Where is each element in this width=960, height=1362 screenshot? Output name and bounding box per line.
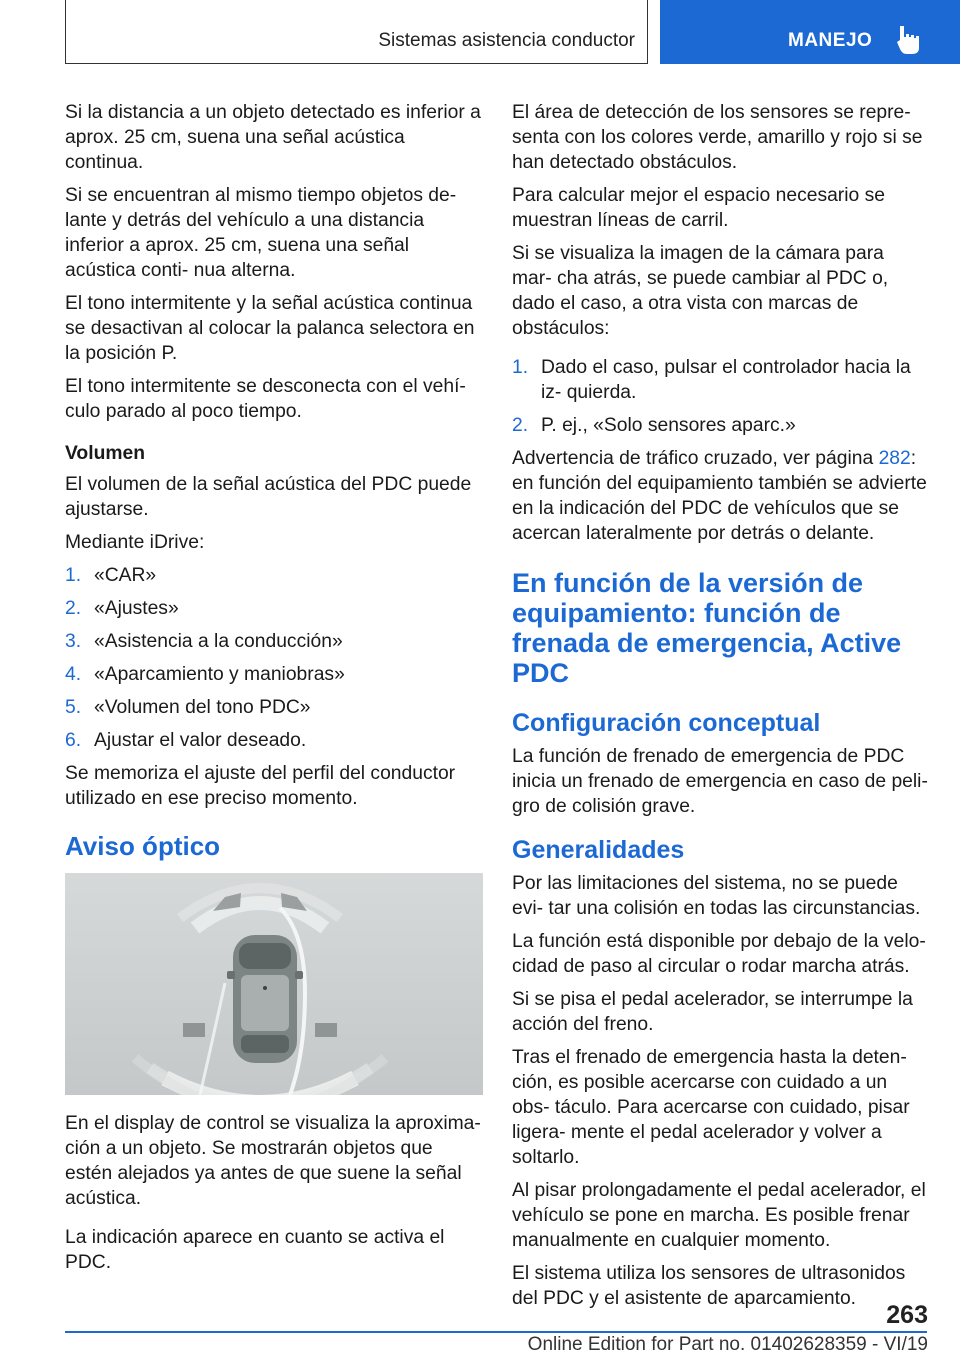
step-text: «Volumen del tono PDC» xyxy=(94,697,311,718)
footer-divider xyxy=(65,1331,927,1333)
list-item xyxy=(512,413,928,438)
step-number: 2. xyxy=(512,415,529,436)
concept-heading: Configuración conceptual xyxy=(512,709,821,737)
step-number: 5. xyxy=(65,697,82,718)
header-chapter-tab[interactable] xyxy=(660,0,960,64)
step-text: «Aparcamiento y maniobras» xyxy=(94,664,345,685)
paragraph: El volumen de la señal acústica del PDC puede ajustarse. xyxy=(65,474,472,520)
page-link[interactable]: 282 xyxy=(878,448,911,469)
pdc-car-illustration xyxy=(65,873,483,1095)
list-item xyxy=(65,695,483,720)
step-number: 4. xyxy=(65,664,82,685)
step-text: Ajustar el valor deseado. xyxy=(94,730,307,751)
footer-edition: Online Edition for Part no. 01402628359 - VI/19 xyxy=(527,1334,928,1355)
step-text: «Ajustes» xyxy=(94,598,179,619)
paragraph: La indicación aparece en cuanto se activa el PDC. xyxy=(65,1227,445,1273)
list-item xyxy=(65,728,483,753)
paragraph: Para calcular mejor el espacio necesario se muestran líneas de carril. xyxy=(512,185,885,231)
step-number: 6. xyxy=(65,730,82,751)
header-section-title: Sistemas asistencia conductor xyxy=(378,30,635,51)
paragraph: Si la distancia a un objeto detectado es inferior a aprox. 25 cm, suena una señal acústica continua. xyxy=(65,102,481,173)
header-section-box xyxy=(65,0,648,64)
paragraph: El sistema utiliza los sensores de ultrasonidos del PDC y el asistente de aparcamiento. xyxy=(512,1263,906,1309)
right-column xyxy=(512,100,928,1319)
camera-steps-list xyxy=(512,355,928,438)
paragraph: La función está disponible por debajo de la velo- cidad de paso al circular o rodar marcha atrás. xyxy=(512,931,926,977)
optical-warning-heading: Aviso óptico xyxy=(65,831,221,861)
list-item xyxy=(65,596,483,621)
volume-heading: Volumen xyxy=(65,443,145,464)
paragraph: Al pisar prolongadamente el pedal acelerador, el vehículo se pone en marcha. Es posible frenar manualmente en cualquier momento. xyxy=(512,1180,926,1251)
step-text: «CAR» xyxy=(94,565,157,586)
text-span: Advertencia de tráfico cruzado, ver página xyxy=(512,448,879,469)
step-text: P. ej., «Solo sensores aparc.» xyxy=(541,415,796,436)
paragraph: Si se encuentran al mismo tiempo objetos de- lante y detrás del vehículo a una distancia inferior a aprox. 25 cm, suena una señal acústica conti- nua alterna. xyxy=(65,185,457,281)
paragraph: Si se visualiza la imagen de la cámara para mar- cha atrás, se puede cambiar al PDC o, dado el caso, a otra vista con marcas de obstáculos: xyxy=(512,243,889,339)
step-number: 1. xyxy=(512,357,529,378)
paragraph: En el display de control se visualiza la aproxima- ción a un objeto. Se mostrarán objetos que estén alejados ya antes de que suene la señal acústica. xyxy=(65,1113,481,1209)
step-number: 2. xyxy=(65,598,82,619)
paragraph: Se memoriza el ajuste del perfil del conductor utilizado en ese preciso momento. xyxy=(65,763,456,809)
list-item xyxy=(65,662,483,687)
header-chapter-title: MANEJO xyxy=(788,30,873,51)
step-number: 3. xyxy=(65,631,82,652)
text-span: : en función del equipamiento también se advierte en la indicación del PDC de vehículos que se acercan lateralmente por detrás o delante. xyxy=(512,448,927,544)
list-item xyxy=(65,563,483,588)
paragraph: El tono intermitente se desconecta con el vehí- culo parado al poco tiempo. xyxy=(65,376,466,422)
left-column xyxy=(65,100,483,1283)
paragraph: El área de detección de los sensores se repre- senta con los colores verde, amarillo y rojo si se han detectado obstáculos. xyxy=(512,102,923,173)
hand-icon xyxy=(896,24,922,56)
paragraph: Por las limitaciones del sistema, no se puede evi- tar una colisión en todas las circunstancias. xyxy=(512,873,921,919)
list-item xyxy=(512,355,928,405)
page-number: 263 xyxy=(886,1301,928,1329)
paragraph: Mediante iDrive: xyxy=(65,532,205,553)
paragraph: La función de frenado de emergencia de PDC inicia un frenado de emergencia en caso de peli- gro de colisión grave. xyxy=(512,746,928,817)
emergency-braking-heading: En función de la versión de equipamiento: función de frenada de emergencia, Active PDC xyxy=(512,568,902,688)
paragraph: Tras el frenado de emergencia hasta la deten- ción, es posible acercarse con cuidado a un obs- táculo. Para acercarse con cuidado, pisar ligera- mente el pedal acelerador y volver a soltarlo. xyxy=(512,1047,910,1168)
paragraph: El tono intermitente y la señal acústica continua se desactivan al colocar la palanca selectora en la posición P. xyxy=(65,293,475,364)
general-heading: Generalidades xyxy=(512,836,685,864)
idrive-steps-list xyxy=(65,563,483,753)
paragraph: Si se pisa el pedal acelerador, se interrumpe la acción del freno. xyxy=(512,989,913,1035)
step-number: 1. xyxy=(65,565,82,586)
step-text: Dado el caso, pulsar el controlador hacia la iz- quierda. xyxy=(541,357,911,403)
step-text: «Asistencia a la conducción» xyxy=(94,631,343,652)
pdc-display-figure xyxy=(65,873,483,1095)
paragraph xyxy=(512,446,928,546)
list-item xyxy=(65,629,483,654)
